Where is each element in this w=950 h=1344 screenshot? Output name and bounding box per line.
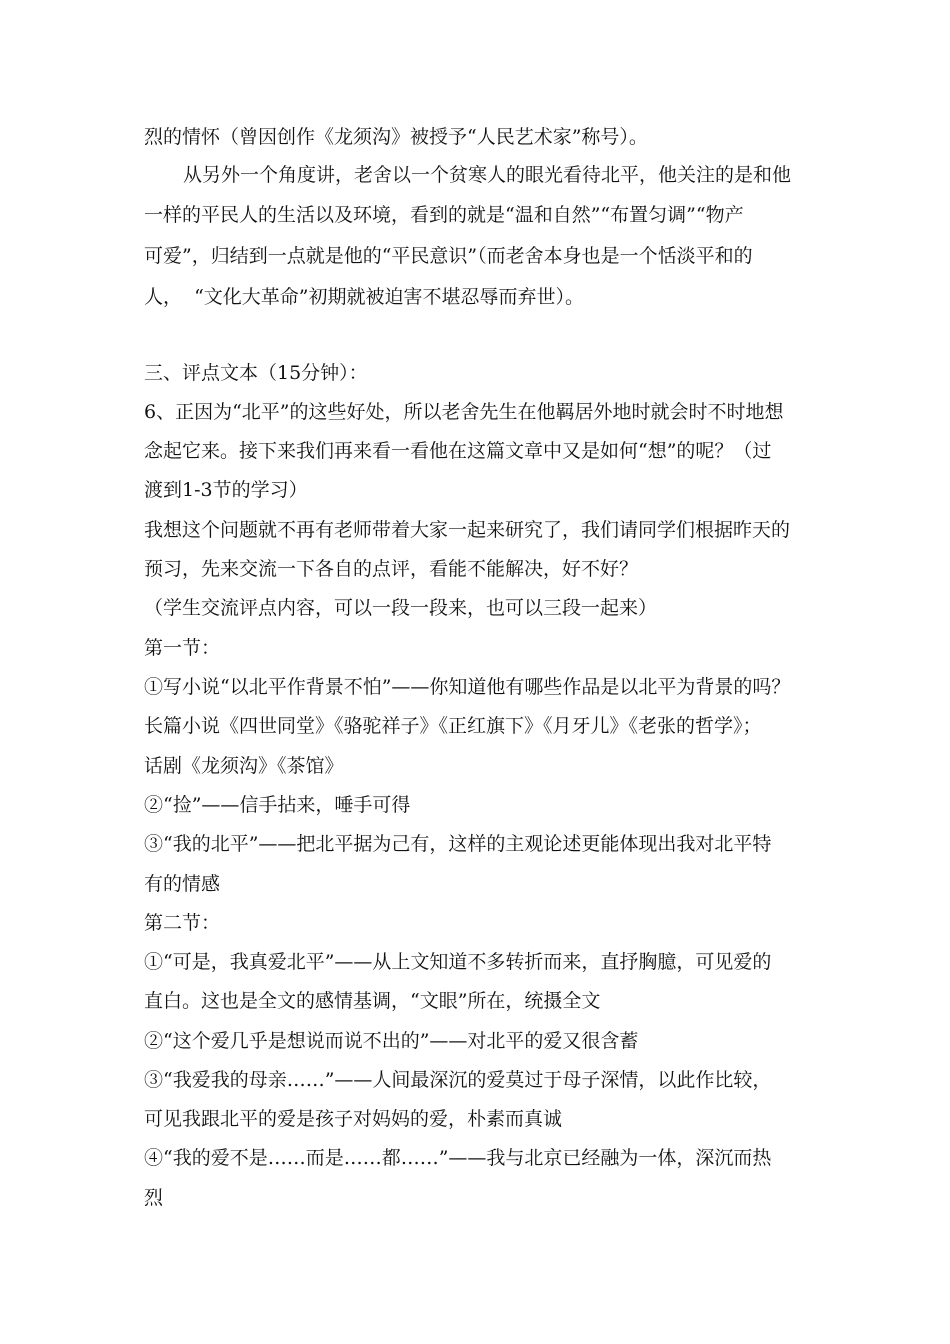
text-line-18: ③“我的北平”——把北平据为己有，这样的主观论述更能体现出我对北平特: [144, 833, 772, 855]
text-line-26: ④“我的爱不是……而是……都……”——我与北京已经融为一体，深沉而热: [144, 1147, 772, 1169]
text-line-19: 有的情感: [144, 873, 221, 895]
text-line-9: 渡到1-3节的学习）: [144, 479, 308, 501]
text-line-12: （学生交流评点内容，可以一段一段来，也可以三段一起来）: [144, 597, 658, 619]
text-line-10: 我想这个问题就不再有老师带着大家一起来研究了，我们请同学们根据昨天的: [144, 519, 791, 541]
text-line-1: 烈的情怀（曾因创作《龙须沟》被授予“人民艺术家”称号）。: [144, 126, 648, 148]
subsection-heading-2: 第二节：: [144, 912, 221, 934]
text-line-17: ②“捡”——信手拈来，唾手可得: [144, 794, 411, 816]
text-line-24: ③“我爱我的母亲……”——人间最深沉的爱莫过于母子深情，以此作比较，: [144, 1069, 772, 1091]
text-line-21: ①“可是，我真爱北平”——从上文知道不多转折而来，直抒胸臆，可见爱的: [144, 951, 772, 973]
text-line-16: 话剧《龙须沟》《茶馆》: [144, 755, 344, 777]
subsection-heading-1: 第一节：: [144, 637, 221, 659]
text-line-27: 烈: [144, 1187, 164, 1209]
text-line-23: ②“这个爱几乎是想说而说不出的”——对北平的爱又很含蓄: [144, 1030, 639, 1052]
text-line-4: 可爱”，归结到一点就是他的“平民意识”（而老舍本身也是一个恬淡平和的: [144, 245, 753, 267]
text-line-3: 一样的平民人的生活以及环境，看到的就是“温和自然”“布置匀调”“物产: [144, 204, 744, 226]
section-heading-3: 三、评点文本（15分钟）：: [144, 362, 368, 384]
text-line-25: 可见我跟北平的爱是孩子对妈妈的爱，朴素而真诚: [144, 1108, 563, 1130]
text-line-22: 直白。这也是全文的感情基调，“文眼”所在，统摄全文: [144, 990, 601, 1012]
text-line-14: ①写小说“以北平作背景不怕”——你知道他有哪些作品是以北平为背景的吗？: [144, 676, 791, 698]
text-line-8: 念起它来。接下来我们再来看一看他在这篇文章中又是如何“想”的呢？（过: [144, 440, 772, 462]
text-line-2: 从另外一个角度讲，老舍以一个贫寒人的眼光看待北平，他关注的是和他: [183, 164, 792, 186]
text-line-11: 预习，先来交流一下各自的点评，看能不能解决，好不好？: [144, 558, 639, 580]
text-line-7: 6、正因为“北平”的这些好处，所以老舍先生在他羁居外地时就会时不时地想: [144, 401, 784, 423]
text-line-15: 长篇小说《四世同堂》《骆驼祥子》《正红旗下》《月牙儿》《老张的哲学》；: [144, 715, 762, 737]
text-line-5: 人， “文化大革命”初期就被迫害不堪忍辱而弃世）。: [144, 286, 585, 308]
